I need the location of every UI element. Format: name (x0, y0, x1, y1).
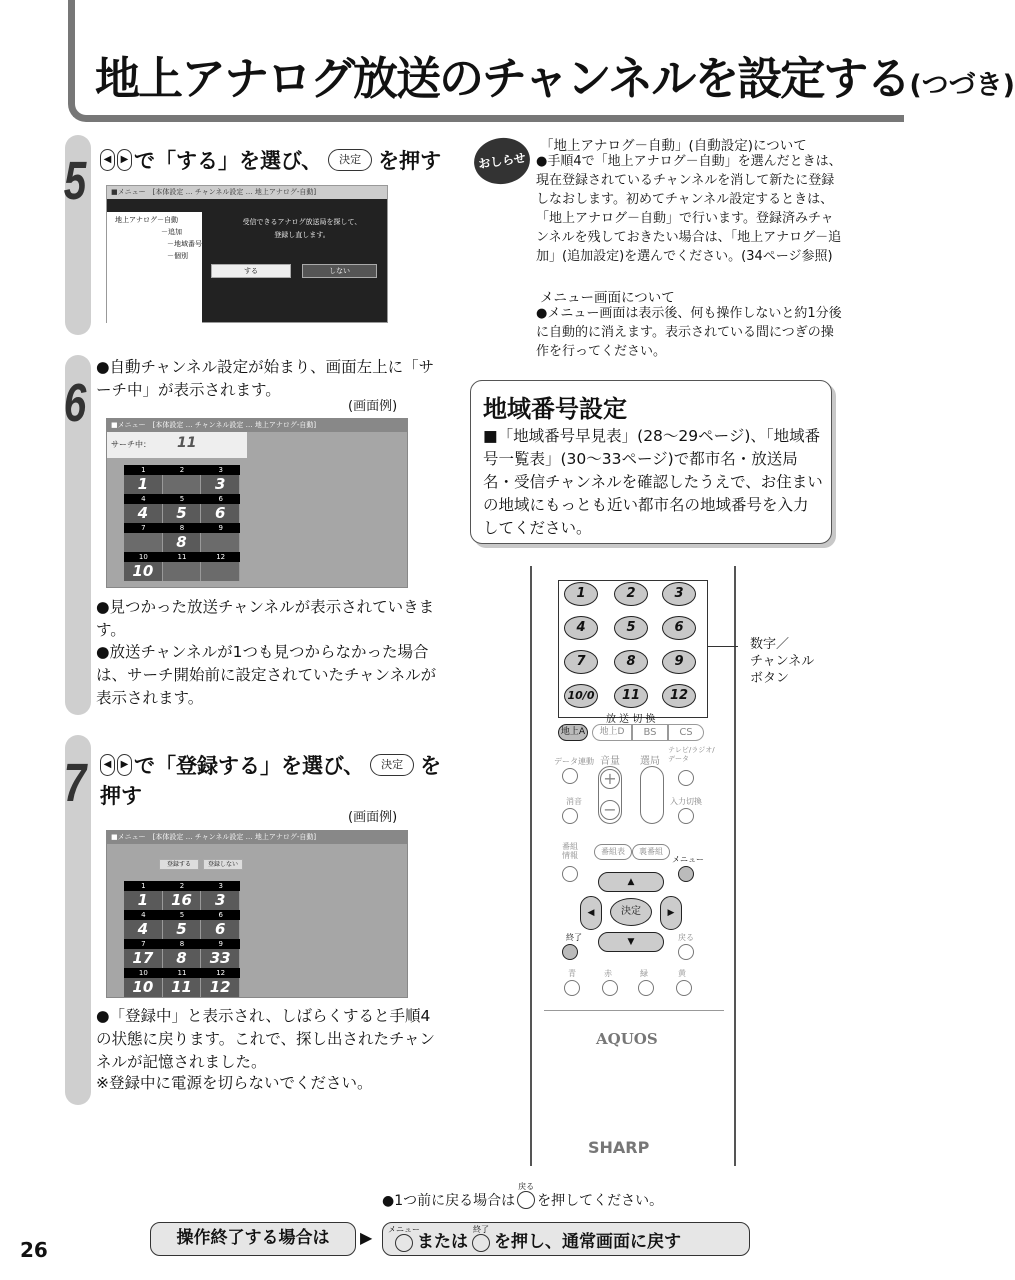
yellow-button[interactable] (676, 980, 692, 996)
volume-up-icon: + (600, 769, 620, 789)
step7-title (100, 750, 441, 780)
menu-item-add: －追加 (161, 228, 182, 236)
sharp-logo: SHARP (588, 1138, 650, 1157)
screen-yes-button: する (211, 264, 291, 278)
exit-label: 終了 (566, 933, 582, 942)
exit-button[interactable] (562, 944, 578, 960)
screen-message (217, 216, 387, 242)
step6-bullet-1: ●見つかった放送チャンネルが表示されていきます。 (96, 598, 435, 639)
left-arrow-icon: ◀ (100, 149, 115, 171)
back-label: 戻る (678, 933, 694, 942)
region-title: 地域番号設定 (483, 395, 627, 423)
right-arrow-icon: ▶ (117, 754, 132, 776)
screen-header: ■メニュー [本体設定 … チャンネル設定 … 地上アナログ-自動] (107, 419, 407, 432)
num-button-7[interactable]: 7 (564, 650, 598, 674)
step7-title-text1: で「登録する」を選び、 (134, 754, 365, 778)
end-operation-action (382, 1222, 750, 1256)
screen-header: ■メニュー [本体設定 … チャンネル設定 … 地上アナログ-自動] (107, 831, 407, 844)
broadcast-switch-label: 放 送 切 換 (606, 714, 656, 725)
step5-screen (106, 185, 388, 323)
yellow-label: 黄 (678, 969, 686, 978)
data-link-label: データ連動 (554, 757, 594, 766)
num-button-11[interactable]: 11 (614, 684, 648, 708)
page-number: 26 (20, 1238, 48, 1262)
num-button-8[interactable]: 8 (614, 650, 648, 674)
enter-button-icon: 決定 (328, 149, 372, 171)
volume-rocker[interactable] (598, 766, 622, 824)
remote-buttons (548, 586, 728, 1180)
step7-title-text2: を (420, 754, 442, 778)
input-label: 入力切換 (670, 797, 702, 806)
remote-divider (544, 1010, 724, 1011)
enter-button[interactable]: 決定 (610, 898, 652, 926)
page-title-text: 地上アナログ放送のチャンネルを設定する (95, 52, 910, 105)
num-button-10[interactable]: 10/0 (564, 684, 598, 708)
step6-bullet-2: ●放送チャンネルが1つも見つからなかった場合は、サーチ開始前に設定されていたチャンネルが表示されます。 (96, 643, 437, 707)
num-button-3[interactable]: 3 (662, 582, 696, 606)
num-button-12[interactable]: 12 (662, 684, 696, 708)
step5-title (100, 145, 441, 175)
step7-number: 7 (63, 753, 87, 813)
step6-screen (106, 418, 408, 588)
channel-rocker[interactable] (640, 766, 664, 824)
green-button[interactable] (638, 980, 654, 996)
menu-button-icon: メニュー (395, 1234, 413, 1252)
tab-cs[interactable]: CS (668, 724, 704, 741)
enter-button-icon: 決定 (370, 754, 414, 776)
tab-terrestrial-analog[interactable]: 地上A (558, 724, 588, 741)
back-note (382, 1182, 664, 1210)
screen-noregister-button: 登録しない (203, 859, 243, 870)
oshirase-body2: ●メニュー画面は表示後、何も操作しないと約1分後に自動的に消えます。表示されている間につぎの操作を行ってください。 (536, 306, 842, 359)
blue-button[interactable] (564, 980, 580, 996)
region-box (470, 380, 832, 544)
num-button-9[interactable]: 9 (662, 650, 696, 674)
red-label: 赤 (604, 969, 612, 978)
menu-item-auto: 地上アナログ－自動 (115, 216, 178, 224)
oshirase-badge: おしらせ (471, 134, 533, 187)
screen-message-line1: 受信できるアナログ放送局を探して、 (242, 218, 362, 226)
channel-grid: 1 2 3 1 16 3 4 5 6 4 5 6 7 8 9 17 8 33 10 11 12 10 11 12 (124, 881, 240, 997)
volume-label: 音量 (600, 756, 620, 767)
right-arrow-icon: ▶ (117, 149, 132, 171)
callout-line (708, 646, 738, 647)
guide-label: 番組 情報 (562, 842, 578, 860)
page-title (95, 42, 1015, 107)
num-button-5[interactable]: 5 (614, 616, 648, 640)
volume-down-icon: − (600, 800, 620, 820)
left-button[interactable]: ◀ (580, 896, 602, 930)
mute-label: 消音 (566, 797, 582, 806)
menu-button[interactable] (678, 866, 694, 882)
step5-title-text2: を押す (378, 149, 442, 173)
channel-grid: 1 2 3 1 3 4 5 6 4 5 6 7 8 9 8 10 11 12 10 (124, 465, 240, 581)
or-text: または (417, 1231, 468, 1252)
search-status (107, 432, 247, 458)
region-body: ■「地域番号早見表」(28～29ページ)、「地域番号一覧表」(30～33ページ)で都市名・放送局名・受信チャンネルを確認したうえで、お住まいの地域にもっとも近い都市名の地域番号を入力してください。 (483, 427, 823, 537)
page-title-suffix: (つづき) (909, 70, 1015, 101)
num-button-1[interactable]: 1 (564, 582, 598, 606)
red-button[interactable] (602, 980, 618, 996)
step7-example-label: (画面例) (348, 810, 398, 825)
search-value: 11 (177, 435, 197, 451)
num-button-2[interactable]: 2 (614, 582, 648, 606)
search-label: サーチ中： (111, 440, 151, 449)
mute-button[interactable] (562, 808, 578, 824)
oshirase-body1: ●手順4で「地上アナログ－自動」を選んだときは、現在登録されているチャンネルを消して新たに登録しなおします。初めてチャンネル設定するときは、「地上アナログ－自動」で行います。登録済みチャンネルを残しておきたい場合は、「地上アナログ－追加」(追加設定)を選んでください。(34ページ参照) (536, 154, 842, 264)
step6-example-label: (画面例) (348, 399, 398, 414)
back-button[interactable] (678, 944, 694, 960)
tab-terrestrial-digital[interactable]: 地上D (592, 724, 632, 741)
screen-message-line2: 登録し直します。 (274, 231, 330, 239)
tv-radio-label: テレビ/ラジオ/ データ (668, 746, 715, 763)
guide-button[interactable] (562, 866, 578, 882)
exit-button-icon: 終了 (472, 1234, 490, 1252)
menu-label: メニュー (672, 855, 704, 864)
step5-number: 5 (63, 151, 87, 211)
tab-bs[interactable]: BS (632, 724, 668, 741)
channel-label: 選局 (640, 756, 660, 767)
data-link-button[interactable] (562, 768, 578, 784)
num-button-6[interactable]: 6 (662, 616, 696, 640)
back-note-post: を押してください。 (537, 1193, 664, 1209)
step5-title-text1: で「する」を選び、 (134, 149, 323, 173)
arrow-right-icon: ▶ (360, 1228, 373, 1247)
screen-no-button: しない (302, 264, 377, 278)
step7-title-line2: 押す (100, 784, 142, 808)
right-button[interactable]: ▶ (660, 896, 682, 930)
end-action-text: を押し、通常画面に戻す (494, 1231, 681, 1252)
down-button[interactable]: ▼ (598, 932, 664, 952)
number-button-callout: 数字／ チャンネル ボタン (750, 637, 815, 686)
blue-label: 青 (568, 969, 576, 978)
screen-header: ■メニュー [本体設定 … チャンネル設定 … 地上アナログ-自動] (107, 186, 387, 199)
screen-menu-panel (107, 212, 202, 324)
green-label: 緑 (640, 969, 648, 978)
step6-number: 6 (63, 373, 87, 433)
step7-note: ※登録中に電源を切らないでください。 (96, 1074, 373, 1092)
oshirase-heading2: メニュー画面について (540, 290, 675, 306)
back-note-pre: ●1つ前に戻る場合は (382, 1193, 516, 1209)
screen-register-button: 登録する (159, 859, 199, 870)
menu-item-region: －地域番号 (167, 240, 202, 248)
up-button[interactable]: ▲ (598, 872, 664, 892)
tv-radio-button[interactable] (678, 770, 694, 786)
epg-back-button[interactable]: 裏番組 (632, 844, 670, 860)
epg-button[interactable]: 番組表 (594, 844, 632, 860)
step7-bullet-1: ●「登録中」と表示され、しばらくすると手順4の状態に戻ります。これで、探し出されたチャンネルが記憶されました。 (96, 1007, 435, 1071)
aquos-logo: AQUOS (596, 1030, 658, 1048)
num-button-4[interactable]: 4 (564, 616, 598, 640)
step7-screen (106, 830, 408, 998)
back-button-icon: 戻る (517, 1191, 535, 1209)
input-button[interactable] (678, 808, 694, 824)
end-operation-label: 操作終了する場合は (150, 1222, 356, 1256)
left-arrow-icon: ◀ (100, 754, 115, 776)
step6-intro: ●自動チャンネル設定が始まり、画面左上に「サーチ中」が表示されます。 (96, 358, 435, 399)
oshirase-heading1: 「地上アナログ－自動」(自動設定)について (540, 138, 807, 154)
menu-item-individual: －個別 (167, 252, 188, 260)
